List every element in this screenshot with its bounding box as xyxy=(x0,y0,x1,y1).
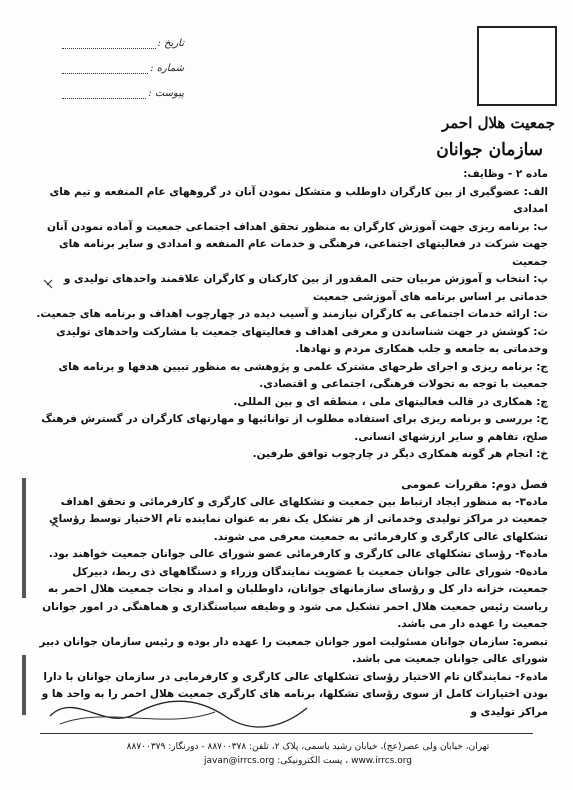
footer-website: www.irrcs.org xyxy=(351,756,412,766)
duty-item: خ: انجام هر گونه همکاری دیگر در چارچوب توافق طرفین. xyxy=(252,448,548,460)
margin-bar xyxy=(22,655,26,715)
date-label: تاریخ : xyxy=(157,38,184,49)
footer-email-label: ، پست الکترونیکی: xyxy=(277,756,349,766)
footer-address: تهران، خیابان ولی عصر(عج)، خیابان رشید یاسمی، پلاک ۲، تلفن: ۸۸۷۰۰۳۷۸ - دورنگار: ۸۸۷۰۰۳۷۹ xyxy=(126,742,490,752)
duty-item: پ: انتخاب و آموزش مربیان حتی المقدور از بین کارکنان و کارگران علاقمند واحدهای تولیدی و خدماتی بر اساس برنامه های آموزشی جمعیت xyxy=(63,273,548,303)
article-paragraph: ماده۴- رؤسای تشکلهای عالی کارگری و کارفرمائی عضو شورای عالی جوانان جمعیت خواهند بود. xyxy=(48,548,548,560)
footer-email: javan@irrcs.org xyxy=(203,756,275,766)
red-crescent-logo-icon xyxy=(477,26,557,106)
pen-mark-icon xyxy=(42,278,54,290)
duty-item: ث: کوشش در جهت شناساندن و معرفی اهداف و فعالیتهای جمعیت با مشارکت واحدهای تولیدی وخدماتی به جامعه و جلب همکاری مردم و نهادها. xyxy=(56,325,548,355)
number-label: شماره : xyxy=(150,63,184,74)
chapter-2-title: فصل دوم: مقررات عمومی xyxy=(401,478,548,491)
article-paragraph: ماده۵- شورای عالی جوانان جمعیت با عضویت نمایندگان وزراء و دستگاههای ذی ربط، دبیرکل جمعیت، خزانه دار کل و رؤسای سازمانهای جوانان، داوطلبان و امداد و نجات جمعیت هلال احمر به ریاست رئیس جمعیت هلال احمر تشکیل می شود و وظیفه سیاستگذاری و هماهنگی در امور جوانان جمعیت را عهده دار می باشد. xyxy=(42,565,548,630)
duty-item: ب: برنامه ریزی جهت آموزش کارگران به منظور تحقق اهداف اجتماعی جمعیت و آماده نمودن آنان جهت شرکت در فعالیتهای اجتماعی، فرهنگی و خدمات عام المنفعه و امدادی و سایر برنامه های جمعیت xyxy=(47,220,548,268)
article-paragraph: ماده۶- نمایندگان تام الاختیار رؤسای تشکلهای عالی کارگری و کارفرمایی در سازمان جوانان با دارا بودن اختیارات کامل از سوی رؤسای تشکلها، برنامه های کارگری جمعیت هلال احمر را به واحد ها و مراکز تولیدی و xyxy=(41,670,548,718)
org-name-primary: جمعیت هلال احمر xyxy=(441,114,555,132)
duty-item: الف: عضوگیری از بین کارگران داوطلب و متشکل نمودن آنان در گروههای عام المنفعه و تیم های امدادی xyxy=(49,185,548,215)
duty-item: چ: همکاری در قالب فعالیتهای ملی ، منطقه ای و بین المللی. xyxy=(233,395,548,408)
duty-item: ت: ارائه خدمات اجتماعی به کارگران نیازمند و آسیب دیده در چهارچوب اهداف و برنامه های جمعیت. xyxy=(36,308,548,320)
handwritten-scribble-icon xyxy=(45,686,315,734)
note-paragraph: تبصره: سازمان جوانان مسئولیت امور جوانان جمعیت را عهده دار بوده و رئیس سازمان جوانان دبیر شورای عالی جوانان جمعیت می باشد. xyxy=(39,635,548,665)
attachment-label: پیوست : xyxy=(148,88,184,99)
org-name-secondary: سازمان جوانان xyxy=(436,140,543,160)
letter-meta-fields xyxy=(62,36,184,106)
article-2 xyxy=(32,166,548,464)
article-paragraph: ماده۳- به منظور ایجاد ارتباط بین جمعیت و تشکلهای عالی کارگری و کارفرمائی و تحقق اهداف جمعیت در مراکز تولیدی وخدماتی از هر تشکل یک نفر به عنوان نماینده تام الاختیار توسط رؤسای تشکلهای عالی کارگری و کارفرمائی به جمعیت معرفی می شوند. xyxy=(48,495,548,543)
duty-item: ح: بررسی و برنامه ریزی برای استفاده مطلوب از توانائیها و مهارتهای کارگران در گسترش فرهنگ صلح، تفاهم و سایر ارزشهای انسانی. xyxy=(41,413,548,443)
footer xyxy=(88,740,528,768)
footer-contacts xyxy=(88,754,528,768)
footer-divider xyxy=(40,733,533,734)
chapter-2 xyxy=(32,476,548,721)
duty-item: ج: برنامه ریزی و اجرای طرحهای مشترک علمی و پژوهشی به منظور تبیین هدفها و برنامه های جمعیت با توجه به تحولات فرهنگی، اجتماعی و اقتصادی. xyxy=(58,360,548,390)
pen-mark-icon xyxy=(48,518,60,530)
article-2-title: ماده ۲ - وظایف: xyxy=(463,168,548,180)
margin-bar xyxy=(22,478,26,598)
